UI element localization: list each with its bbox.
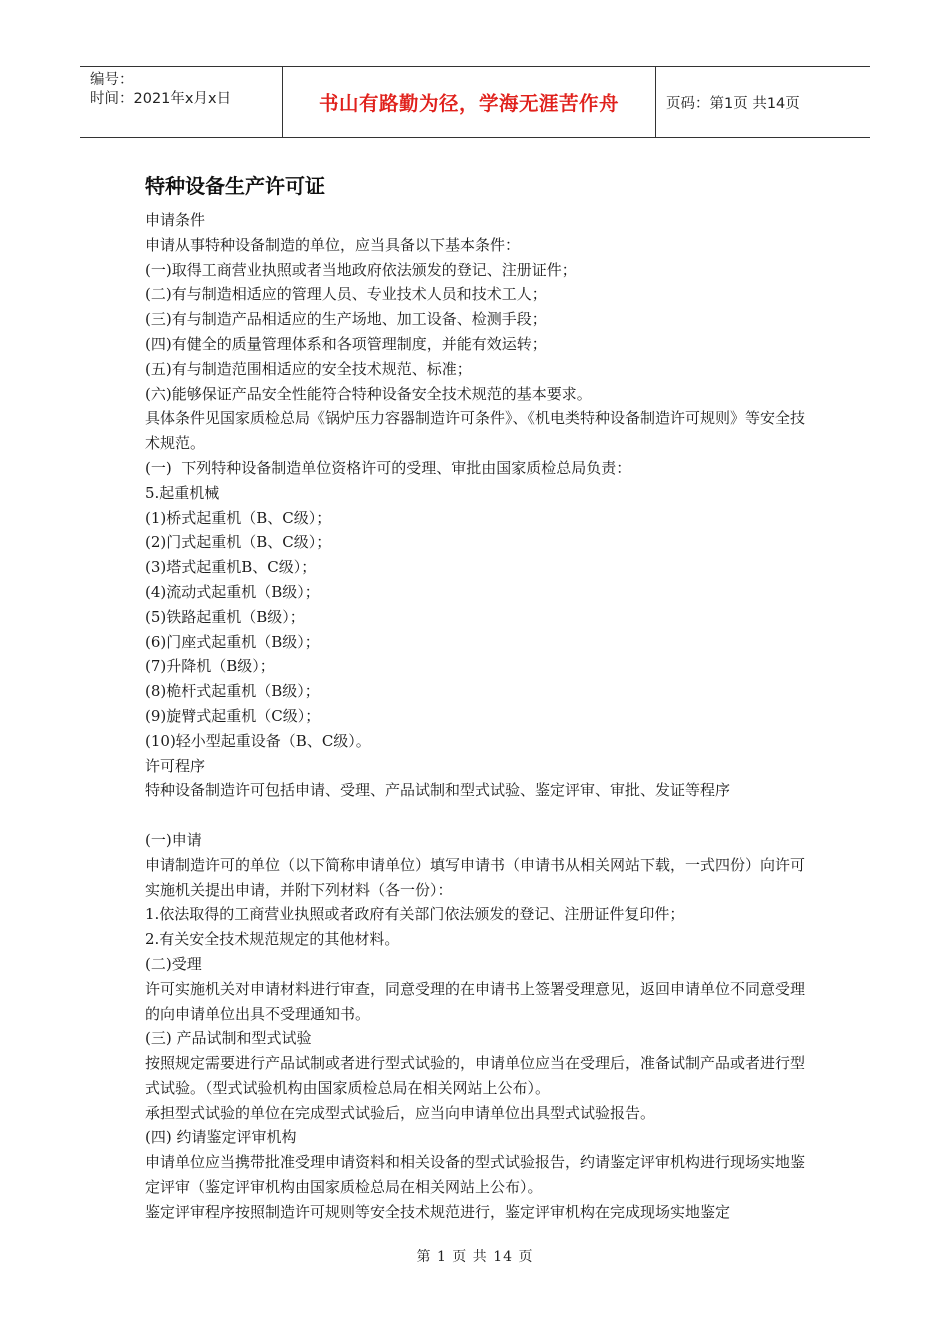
body-paragraph: 申请从事特种设备制造的单位，应当具备以下基本条件： <box>145 235 521 254</box>
body-paragraph: (7)升降机（B级）； <box>145 657 275 676</box>
body-paragraph: (1)桥式起重机（B、C级）； <box>145 508 332 527</box>
body-paragraph: (5)铁路起重机（B级）； <box>145 607 305 626</box>
document-body <box>145 208 810 1225</box>
header-motto: 书山有路勤为径，学海无涯苦作舟 <box>318 92 619 115</box>
body-paragraph: (三) 产品试制和型式试验 <box>145 1029 312 1048</box>
body-paragraph: (一)取得工商营业执照或者当地政府依法颁发的登记、注册证件； <box>145 260 577 279</box>
body-paragraph: (二)有与制造相适应的管理人员、专业技术人员和技术工人； <box>145 285 547 304</box>
body-paragraph: (一)申请 <box>145 830 202 849</box>
body-paragraph: 特种设备制造许可包括申请、受理、产品试制和型式试验、鉴定评审、审批、发证等程序 <box>145 781 731 800</box>
document-number-label: 编号： <box>90 72 134 88</box>
body-paragraph: 1.依法取得的工商营业执照或者政府有关部门依法颁发的登记、注册证件复印件； <box>145 905 685 924</box>
header-meta-cell <box>80 67 283 137</box>
page-footer: 第 1 页 共 14 页 <box>416 1249 534 1265</box>
body-paragraph: (10)轻小型起重设备（B、C级）。 <box>145 731 371 750</box>
body-paragraph: 2.有关安全技术规范规定的其他材料。 <box>145 930 400 949</box>
body-paragraph: 5.起重机械 <box>145 483 220 502</box>
body-paragraph: (四) 约请鉴定评审机构 <box>145 1128 297 1147</box>
body-paragraph: (六)能够保证产品安全性能符合特种设备安全技术规范的基本要求。 <box>145 384 592 403</box>
body-paragraph: (4)流动式起重机（B级）； <box>145 582 320 601</box>
body-paragraph: 按照规定需要进行产品试制或者进行型式试验的，申请单位应当在受理后，准备试制产品或者进行型式试验。（型式试验机构由国家质检总局在相关网站上公布）。 <box>145 1054 806 1097</box>
body-paragraph: (四)有健全的质量管理体系和各项管理制度，并能有效运转； <box>145 334 547 353</box>
body-paragraph: (一) 下列特种设备制造单位资格许可的受理、审批由国家质检总局负责： <box>145 458 632 477</box>
body-paragraph: 申请条件 <box>145 211 206 229</box>
header-page-info: 页码：第1页 共14页 <box>666 95 800 112</box>
body-paragraph: (二)受理 <box>145 954 202 973</box>
body-paragraph: 承担型式试验的单位在完成型式试验后，应当向申请单位出具型式试验报告。 <box>145 1103 656 1122</box>
body-paragraph: (6)门座式起重机（B级）； <box>145 632 320 651</box>
body-paragraph: (3)塔式起重机B、C级）； <box>145 558 317 577</box>
body-paragraph: (8)桅杆式起重机（B级）； <box>145 682 320 701</box>
body-paragraph: 具体条件见国家质检总局《锅炉压力容器制造许可条件》、《机电类特种设备制造许可规则》等安全技术规范。 <box>145 409 806 453</box>
body-paragraph: 申请单位应当携带批准受理申请资料和相关设备的型式试验报告，约请鉴定评审机构进行现场实地鉴定评审（鉴定评审机构由国家质检总局在相关网站上公布）。 <box>145 1153 806 1197</box>
header-page-cell <box>656 67 870 137</box>
header-motto-cell <box>283 67 656 137</box>
document-title: 特种设备生产许可证 <box>145 174 325 198</box>
page-header <box>80 66 870 138</box>
body-paragraph: (三)有与制造产品相适应的生产场地、加工设备、检测手段； <box>145 310 547 329</box>
body-paragraph: (9)旋臂式起重机（C级）； <box>145 706 321 725</box>
body-paragraph: 鉴定评审程序按照制造许可规则等安全技术规范进行，鉴定评审机构在完成现场实地鉴定 <box>145 1202 731 1221</box>
body-paragraph: (2)门式起重机（B、C级）； <box>145 533 332 552</box>
body-paragraph: 许可实施机关对申请材料进行审查，同意受理的在申请书上签署受理意见，返回申请单位不同意受理的向申请单位出具不受理通知书。 <box>145 979 806 1023</box>
document-time-label: 时间：2021年x月x日 <box>90 91 232 107</box>
body-paragraph: (五)有与制造范围相适应的安全技术规范、标准； <box>145 359 472 378</box>
body-paragraph: 申请制造许可的单位（以下简称申请单位）填写申请书（申请书从相关网站下载，一式四份）向许可实施机关提出申请，并附下列材料（各一份）： <box>145 855 806 899</box>
body-paragraph: 许可程序 <box>145 756 206 775</box>
body-paragraph <box>145 803 810 828</box>
